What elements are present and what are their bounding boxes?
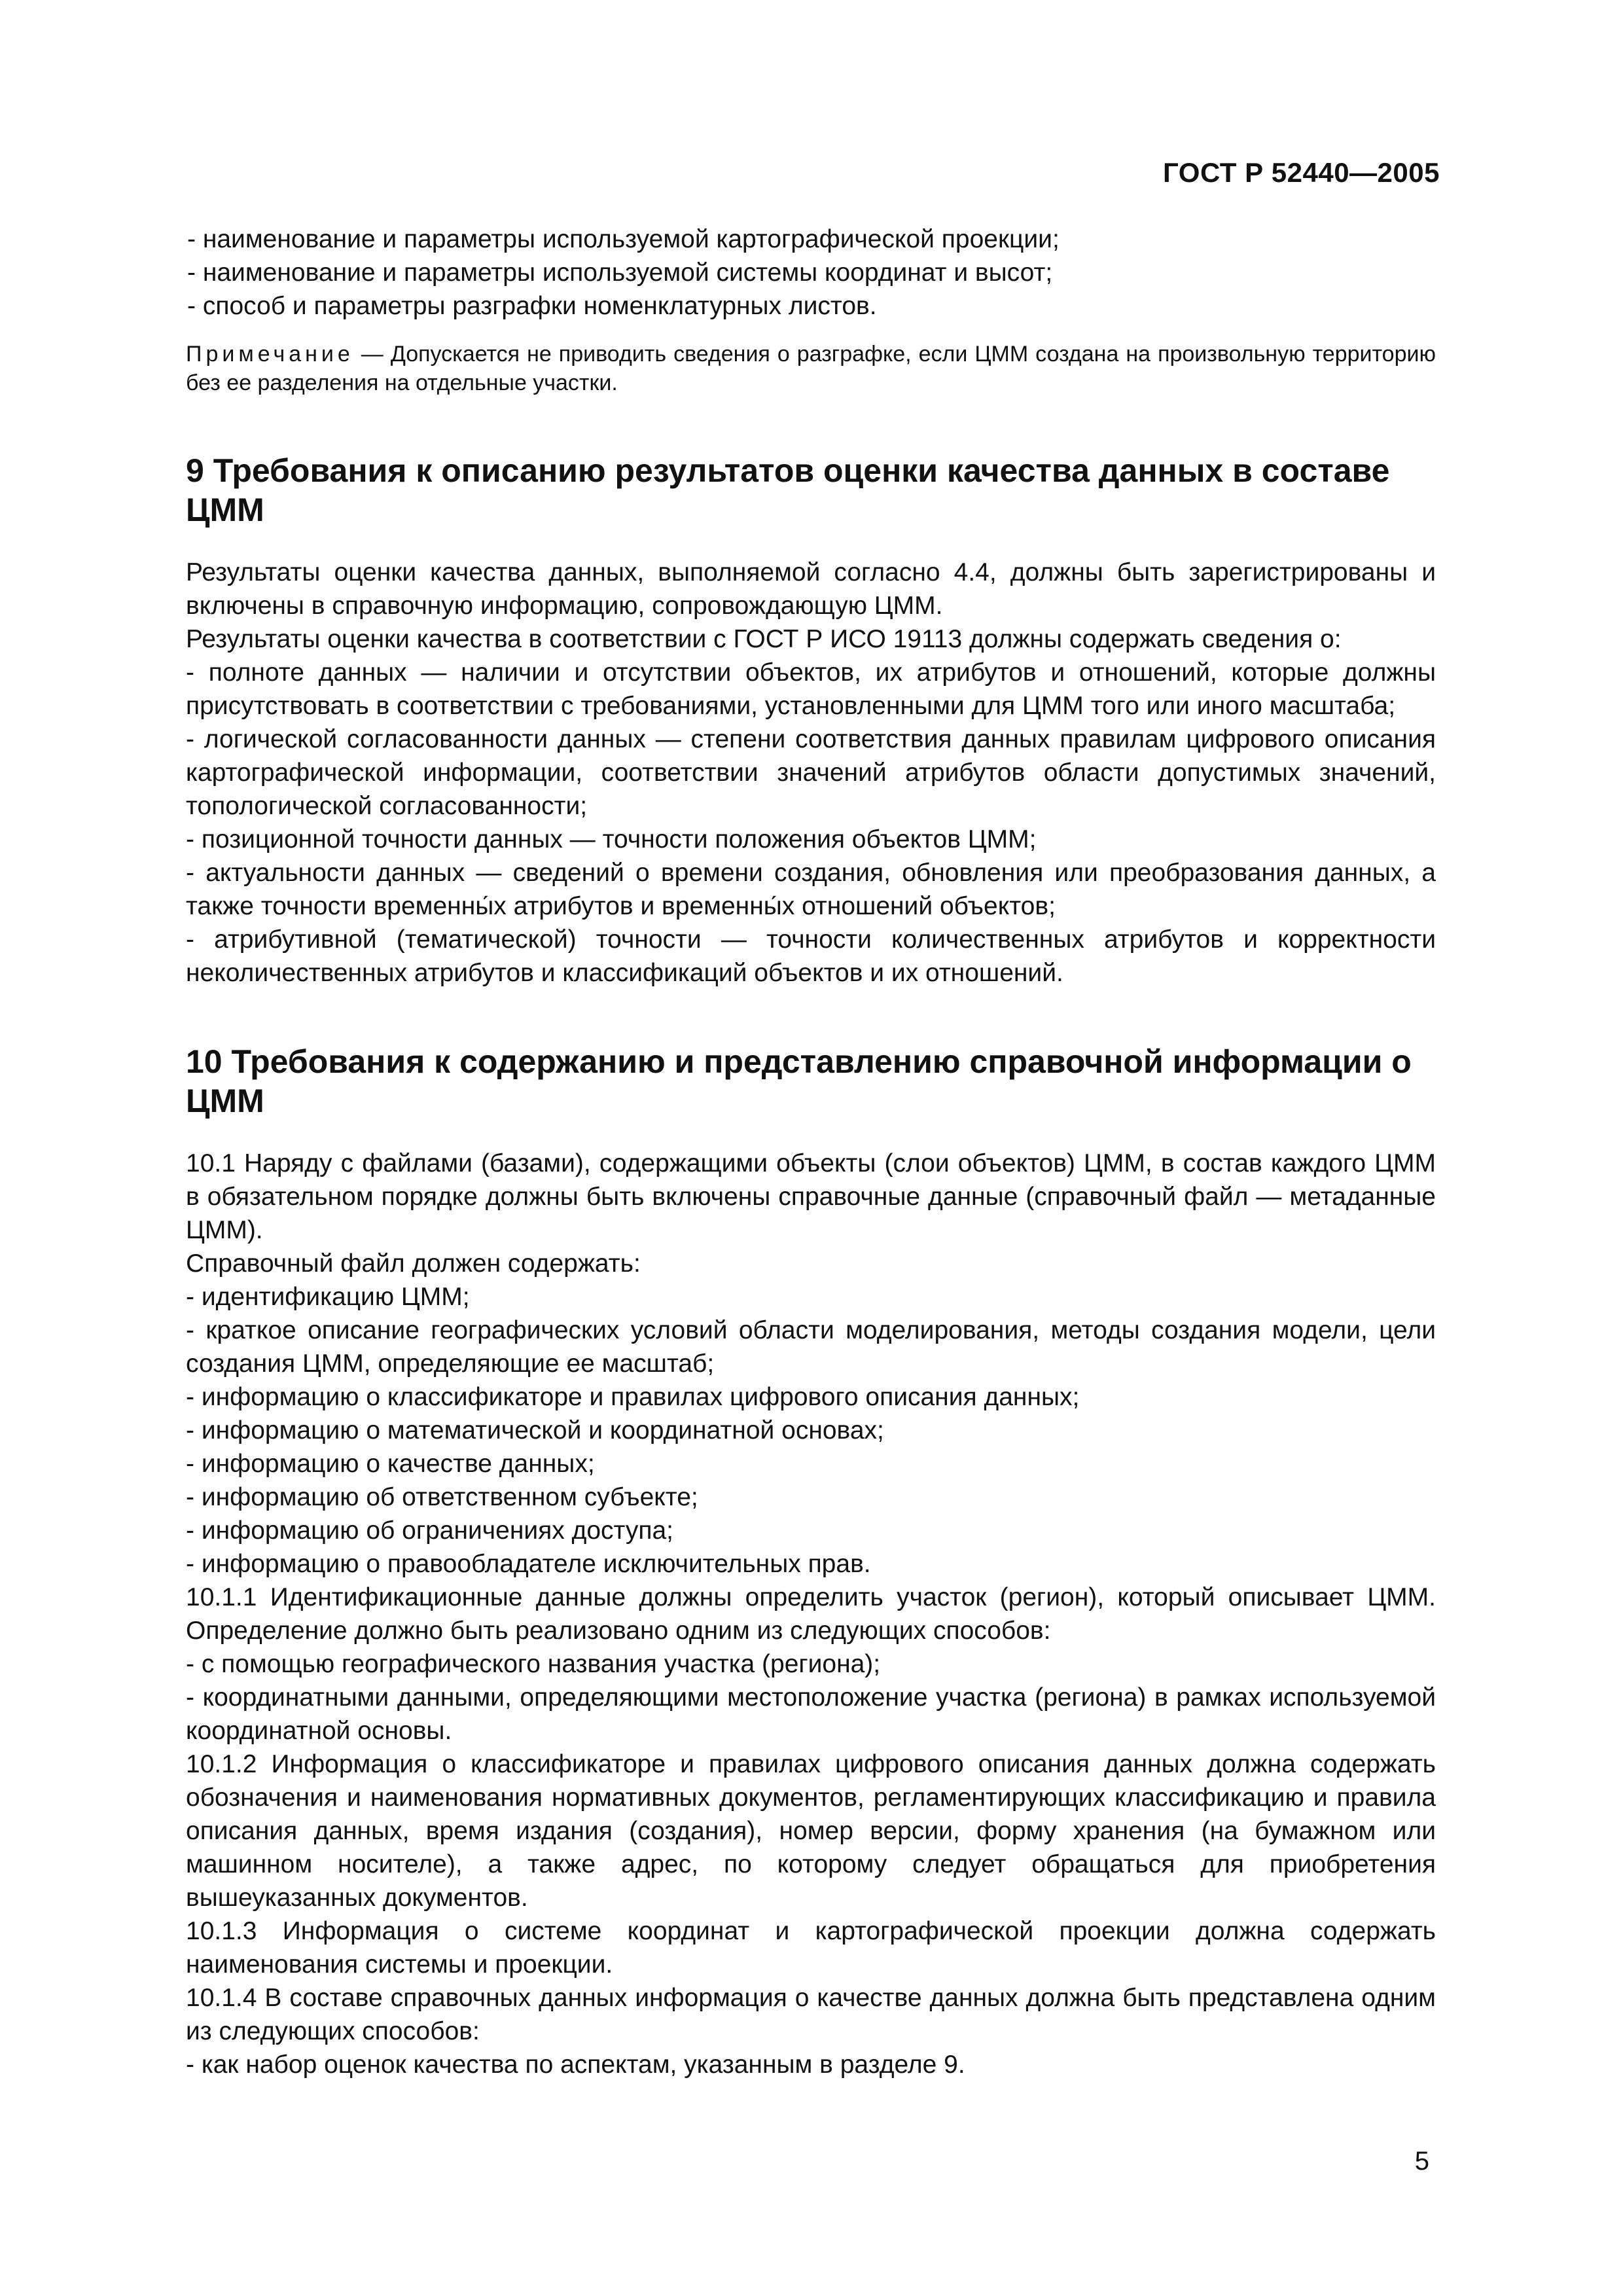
list-item: - полноте данных — наличии и отсутствии объектов, их атрибутов и отношений, которые должны присутствовать в соответствии с требованиями, установленными для ЦММ того или иного масштаба; (186, 658, 1436, 720)
paragraph: 10.1.2 Информация о классификаторе и правилах цифрового описания данных должна содержать обозначения и наименования нормативных документов, регламентирующих классификацию и правила описания данных, время издания (создания), номер версии, форму хранения (на бумажном или машинном носителе), а также адрес, по которому следует обращаться для приобретения вышеуказанных документов. (186, 1750, 1436, 1912)
page-number: 5 (1414, 2147, 1429, 2176)
document-header-id: ГОСТ Р 52440—2005 (1163, 157, 1440, 188)
list-item: - информацию о классификаторе и правилах цифрового описания данных; (186, 1383, 1080, 1411)
note-text: — Допускается не приводить сведения о разграфке, если ЦММ создана на произвольную территорию без ее разделения на отдельные участки. (186, 342, 1436, 395)
list-item: - как набор оценок качества по аспектам, указанным в разделе 9. (186, 2051, 965, 2079)
list-item: - позиционной точности данных — точности положения объектов ЦММ; (186, 825, 1037, 853)
section-10-title: 10 Требования к содержанию и представлению справочной информации о ЦММ (186, 1043, 1412, 1119)
paragraph: Результаты оценки качества данных, выполняемой согласно 4.4, должны быть зарегистрированы и включены в справочную информацию, сопровождающую ЦММ. (186, 558, 1436, 620)
list-item: - информацию о правообладателе исключительных прав. (186, 1550, 871, 1578)
list-item: - краткое описание географических условий области моделирования, методы создания модели, цели создания ЦММ, определяющие ее масштаб; (186, 1316, 1436, 1378)
list-item: - наименование и параметры используемой системы координат и высот; (187, 259, 1053, 287)
paragraph: 10.1.1 Идентификационные данные должны определить участок (регион), который описывает ЦММ. Определение должно быть реализовано одним из следующих способов: (186, 1583, 1436, 1645)
intro-list (186, 223, 1436, 323)
document-body (186, 223, 1436, 2081)
paragraph: 10.1.3 Информация о системе координат и картографической проекции должна содержать наименования системы и проекции. (186, 1917, 1436, 1979)
section-9-body (186, 556, 1436, 990)
section-9-title: 9 Требования к описанию результатов оценки качества данных в составе ЦММ (186, 452, 1390, 528)
paragraph: 10.1.4 В составе справочных данных информация о качестве данных должна быть представлена одним из следующих способов: (186, 1984, 1436, 2045)
list-item: - атрибутивной (тематической) точности — точности количественных атрибутов и корректности неколичественных атрибутов и классификаций объектов и их отношений. (186, 925, 1436, 987)
list-item: - с помощью географического названия участка (региона); (186, 1650, 881, 1678)
list-item: - информацию о математической и координатной основах; (186, 1416, 884, 1444)
list-item: - информацию о качестве данных; (186, 1450, 595, 1478)
list-item: - актуальности данных — сведений о времени создания, обновления или преобразования данных, а также точности временны́х атрибутов и временны́х отношений объектов; (186, 859, 1436, 920)
paragraph: Справочный файл должен содержать: (186, 1249, 641, 1278)
list-item: - информацию об ограничениях доступа; (186, 1516, 673, 1545)
list-item: - способ и параметры разграфки номенклатурных листов. (187, 292, 877, 320)
paragraph: Результаты оценки качества в соответствии с ГОСТ Р ИСО 19113 должны содержать сведения о: (186, 625, 1342, 653)
list-item: - идентификацию ЦММ; (186, 1283, 470, 1311)
list-item: - логической согласованности данных — степени соответствия данных правилам цифрового описания картографической информации, соответствии значений атрибутов области допустимых значений, топологической согласованности; (186, 725, 1436, 820)
note (186, 340, 1436, 397)
list-item: - координатными данными, определяющими местоположение участка (региона) в рамках используемой координатной основы. (186, 1683, 1436, 1745)
note-label: Примечание (186, 342, 354, 367)
list-item: - информацию об ответственном субъекте; (186, 1483, 698, 1511)
section-10-body (186, 1147, 1436, 2081)
list-item: - наименование и параметры используемой картографической проекции; (187, 225, 1060, 253)
paragraph: 10.1 Наряду с файлами (базами), содержащими объекты (слои объектов) ЦММ, в состав каждого ЦММ в обязательном порядке должны быть включены справочные данные (справочный файл — метаданные ЦММ). (186, 1149, 1436, 1244)
